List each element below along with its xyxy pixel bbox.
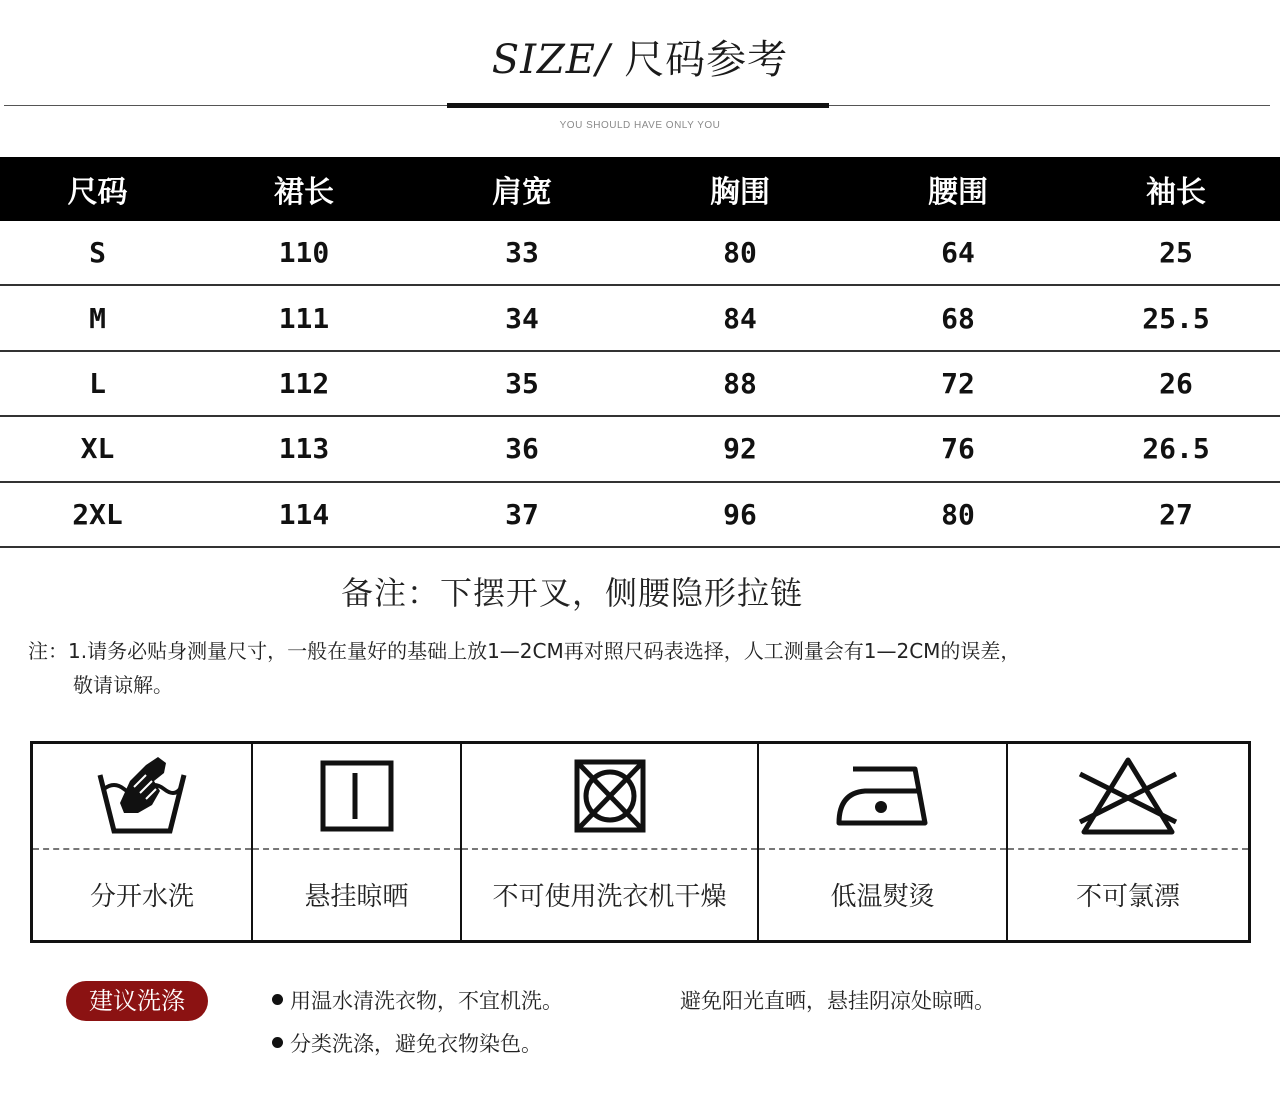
hand-wash-icon xyxy=(33,744,251,848)
note-line-2: 敬请谅解。 xyxy=(73,673,173,697)
care-cell-no-bleach xyxy=(1008,744,1248,940)
table-cell: 114 xyxy=(278,497,330,531)
title-underline xyxy=(447,103,829,108)
table-cell: 25 xyxy=(1159,236,1193,270)
column-header-sleeve: 袖长 xyxy=(1146,175,1206,210)
no-tumble-dry-icon xyxy=(462,744,757,848)
washing-suggestion-badge: 建议洗涤 xyxy=(66,981,208,1021)
table-cell: 76 xyxy=(941,432,975,466)
table-row xyxy=(0,417,1280,482)
table-cell: 35 xyxy=(505,366,539,400)
table-cell: 25.5 xyxy=(1142,301,1210,335)
bullet-icon xyxy=(272,994,283,1005)
table-cell: 33 xyxy=(505,236,539,270)
table-cell: 27 xyxy=(1159,497,1193,531)
care-cell-no-tumble-dry xyxy=(462,744,759,940)
tip-text: 避免阳光直晒，悬挂阴凉处晾晒。 xyxy=(680,989,995,1013)
table-cell: 26.5 xyxy=(1142,432,1210,466)
table-cell: L xyxy=(89,366,106,400)
table-cell: 112 xyxy=(278,366,330,400)
table-cell: 88 xyxy=(723,366,757,400)
table-cell: XL xyxy=(80,432,115,466)
care-symbols-table xyxy=(30,741,1251,943)
care-label: 不可氯漂 xyxy=(1075,881,1180,912)
title-en: SIZE/ xyxy=(491,37,611,83)
care-cell-hand-wash xyxy=(33,744,253,940)
care-label: 悬挂晾晒 xyxy=(304,881,409,912)
table-cell: 111 xyxy=(278,301,330,335)
note-line-1: 注：1.请务必贴身测量尺寸，一般在量好的基础上放1—2CM再对照尺码表选择，人工测量会有1—2CM的误差， xyxy=(28,639,1021,663)
table-cell: 36 xyxy=(505,432,539,466)
low-iron-icon xyxy=(759,744,1006,848)
table-cell: 26 xyxy=(1159,366,1193,400)
measurement-note xyxy=(28,634,1258,702)
title-zh: 尺码参考 xyxy=(624,37,789,83)
table-cell: 68 xyxy=(941,301,975,335)
table-cell: 96 xyxy=(723,497,757,531)
table-row xyxy=(0,352,1280,417)
table-cell: 84 xyxy=(723,301,757,335)
care-label: 低温熨烫 xyxy=(830,881,935,912)
table-cell: 72 xyxy=(941,366,975,400)
table-cell: 113 xyxy=(278,432,330,466)
care-label: 分开水洗 xyxy=(89,881,194,912)
table-row xyxy=(0,286,1280,351)
care-cell-hang-dry xyxy=(253,744,462,940)
care-cell-low-iron xyxy=(759,744,1008,940)
table-row xyxy=(0,221,1280,286)
remark-text: 备注：下摆开叉，侧腰隐形拉链 xyxy=(340,574,803,612)
column-header-length: 裙长 xyxy=(274,175,334,210)
table-cell: 34 xyxy=(505,301,539,335)
table-cell: 2XL xyxy=(72,497,123,531)
table-cell: 92 xyxy=(723,432,757,466)
table-cell: S xyxy=(89,236,106,270)
table-cell: 110 xyxy=(278,236,330,270)
column-header-shoulder: 肩宽 xyxy=(492,175,552,210)
page-title xyxy=(0,28,1280,85)
table-header xyxy=(0,157,1280,221)
column-header-waist: 腰围 xyxy=(928,175,988,210)
no-bleach-icon xyxy=(1008,744,1248,848)
care-label: 不可使用洗衣机干燥 xyxy=(492,881,727,912)
table-cell: 80 xyxy=(723,236,757,270)
washing-tip xyxy=(272,1028,542,1058)
column-header-bust: 胸围 xyxy=(710,175,770,210)
bullet-icon xyxy=(272,1037,283,1048)
hang-dry-icon xyxy=(253,744,460,848)
subtitle: YOU SHOULD HAVE ONLY YOU xyxy=(559,120,721,131)
tip-text: 用温水清洗衣物，不宜机洗。 xyxy=(290,989,563,1013)
washing-tip xyxy=(272,985,563,1015)
table-cell: M xyxy=(89,301,106,335)
table-cell: 80 xyxy=(941,497,975,531)
size-table xyxy=(0,157,1280,548)
table-cell: 37 xyxy=(505,497,539,531)
table-cell: 64 xyxy=(941,236,975,270)
washing-tip xyxy=(680,985,995,1015)
column-header-size: 尺码 xyxy=(67,175,128,210)
tip-text: 分类洗涤，避免衣物染色。 xyxy=(290,1032,542,1056)
table-row xyxy=(0,483,1280,548)
